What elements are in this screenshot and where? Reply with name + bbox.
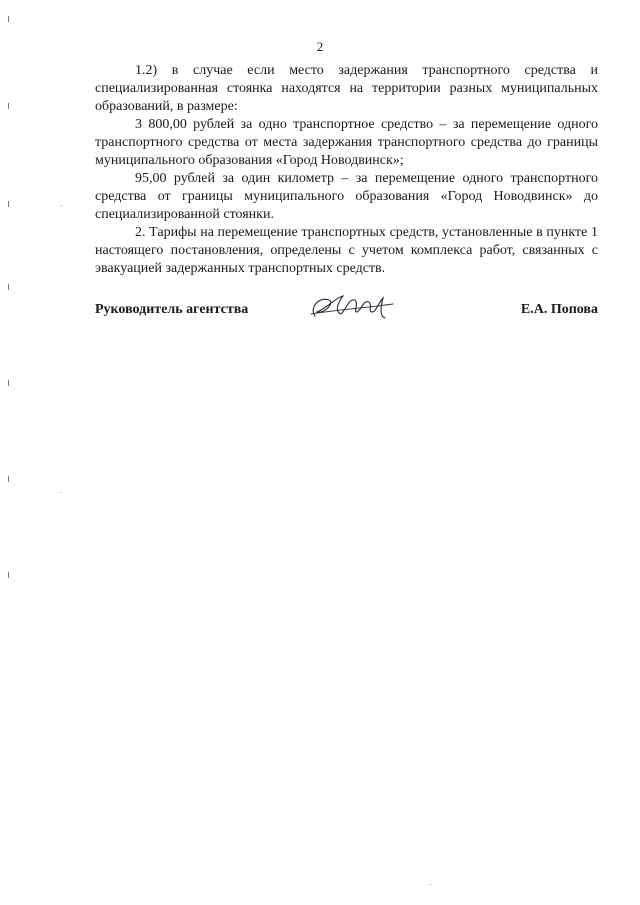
- scan-speck: [60, 492, 61, 493]
- signer-name: Е.А. Попова: [520, 302, 598, 317]
- margin-mark: [8, 103, 9, 109]
- signer-title: Руководитель агентства: [95, 302, 249, 317]
- margin-mark: [8, 16, 9, 22]
- document-body: [95, 62, 598, 278]
- margin-mark: [8, 476, 9, 482]
- margin-mark: [8, 284, 9, 290]
- margin-mark: [8, 572, 9, 578]
- margin-mark: [8, 201, 9, 207]
- paragraph-tariff-per-km: 95,00 рублей за один километр – за перемещение одного транспортного средства от границы муниципального образования «Город Новодвинск» до специализированной стоянки.: [95, 171, 598, 222]
- page-number: 2: [316, 39, 324, 54]
- paragraph-1-2: 1.2) в случае если место задержания транспортного средства и специализированная стоянка находятся на территории разных муниципальных образований, в размере:: [95, 63, 598, 114]
- handwritten-signature: [305, 290, 400, 322]
- scan-speck: [430, 884, 431, 885]
- margin-mark: [8, 380, 9, 386]
- paragraph-tariff-per-vehicle: 3 800,00 рублей за одно транспортное средство – за перемещение одного транспортного средства от места задержания транспортного средства до границы муниципального образования «Город Новодвинск»;: [95, 117, 598, 168]
- scan-speck: [61, 205, 62, 206]
- signature-block: [95, 296, 598, 326]
- paragraph-2: 2. Тарифы на перемещение транспортных средств, установленные в пункте 1 настоящего постановления, определены с учетом комплекса работ, связанных с эвакуацией задержанных транспортных средств.: [95, 225, 598, 276]
